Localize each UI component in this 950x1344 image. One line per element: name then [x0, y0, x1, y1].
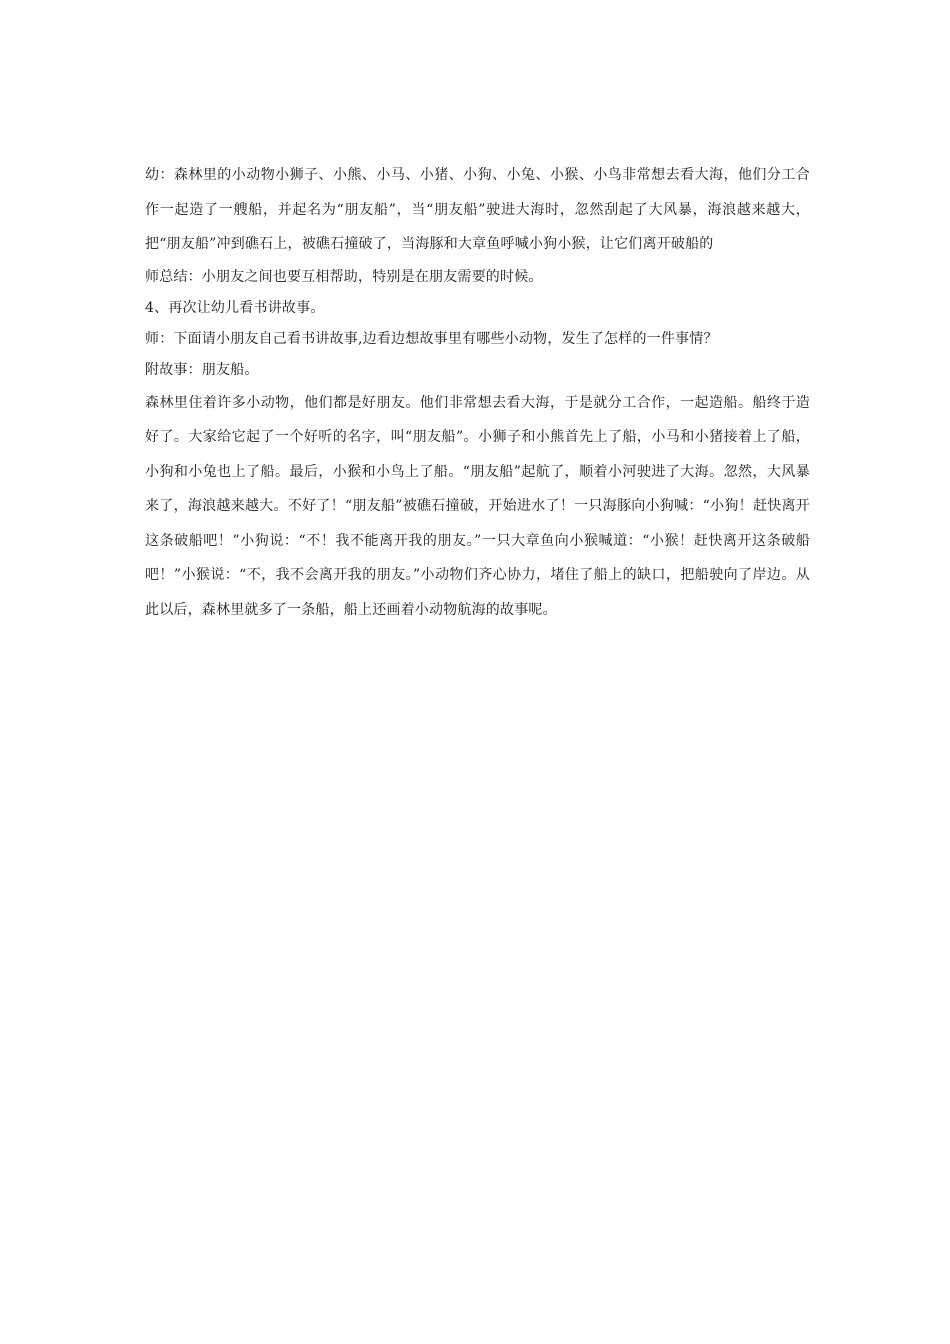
child-summary-paragraph: 幼：森林里的小动物小狮子、小熊、小马、小猪、小狗、小兔、小猴、小鸟非常想去看大海，他们分工合作一起造了一艘船，并起名为“朋友船”，当“朋友船”驶进大海时，忽然刮起了大风暴，海浪越来越大，把“朋友船”冲到礁石上，被礁石撞破了，当海豚和大章鱼呼喊小狗小猴，让它们离开破船的	[145, 167, 810, 252]
teacher-summary-paragraph: 师总结：小朋友之间也要互相帮助，特别是在朋友需要的时候。	[145, 268, 543, 285]
story-paragraph: 森林里住着许多小动物，他们都是好朋友。他们非常想去看大海，于是就分工合作，一起造船。船终于造好了。大家给它起了一个好听的名字，叫“朋友船”。小狮子和小熊首先上了船，小马和小猪接着上了船，小狗和小兔也上了船。最后，小猴和小鸟上了船。“朋友船”起航了，顺着小河驶进了大海。忽然，大风暴来了，海浪越来越大。不好了！“朋友船”被礁石撞破，开始进水了！一只海豚向小狗喊：“小狗！赶快离开这条破船吧！”小狗说：“不！我不能离开我的朋友。”一只大章鱼向小猴喊道：“小猴！赶快离开这条破船吧！”小猴说：“不，我不会离开我的朋友。”小动物们齐心协力，堵住了船上的缺口，把船驶向了岸边。从此以后，森林里就多了一条船，船上还画着小动物航海的故事呢。	[145, 394, 810, 618]
appendix-story-title: 附故事：朋友船。	[145, 361, 259, 378]
teacher-prompt-paragraph: 师：下面请小朋友自己看书讲故事,边看边想故事里有哪些小动物，发生了怎样的一件事情？	[145, 330, 718, 347]
step-4-heading: 4、再次让幼儿看书讲故事。	[145, 299, 325, 316]
document-body	[145, 158, 810, 627]
